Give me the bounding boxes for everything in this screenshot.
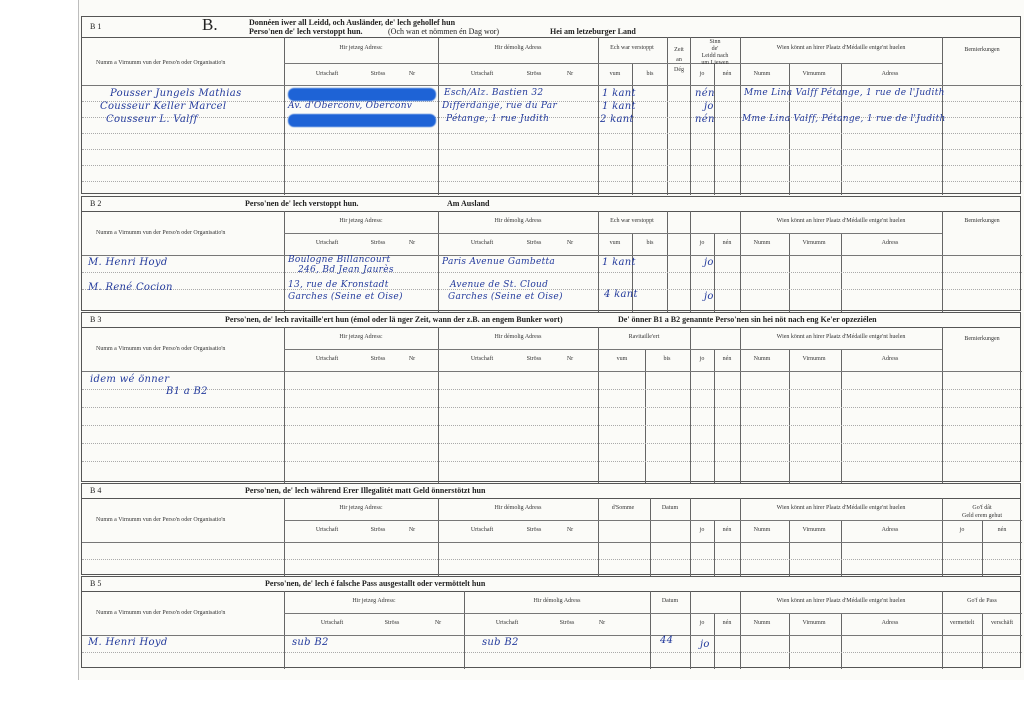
col-former-address: Hir démolig Adress <box>494 505 542 511</box>
sub-street-2: Ströss <box>559 620 575 626</box>
sub-street-2: Ströss <box>526 71 542 77</box>
sub-firstname: Virnumm <box>802 527 826 533</box>
hw-current-1: Av. d'Oberconv, Oberconv <box>288 101 413 111</box>
hw-name: M. Henri Hoyd <box>88 637 168 648</box>
sub-from: vum <box>609 71 621 77</box>
col-sense-4: um Liewen <box>701 60 729 66</box>
sub-no: nén <box>722 71 732 77</box>
sub-place-2: Urtschaft <box>470 356 494 362</box>
col-hidden: Ech war verstoppt <box>610 45 654 51</box>
hw-name-1: M. Henri Hoyd <box>88 257 168 268</box>
sub-nr-2: Nr <box>598 620 606 626</box>
sub-firstname: Virnumm <box>802 71 826 77</box>
hw-idem-2: B1 a B2 <box>166 386 208 397</box>
hw-current-3: 13, rue de Kronstadt <box>288 280 389 290</box>
hw-date: 44 <box>660 635 674 646</box>
sub-street-2: Ströss <box>526 527 542 533</box>
section-region: Hei am letzeburger Land <box>550 27 636 36</box>
sub-nr: Nr <box>408 527 416 533</box>
col-hidden: Ech war verstoppt <box>610 218 654 224</box>
col-medal: Wien könnt an hirer Plaatz d'Médaille entge'nt huelen <box>776 45 906 51</box>
col-name-header: Numm a Virnumm vun der Perso'n oder Organisatio'n <box>96 517 226 523</box>
col-name-header: Numm a Virnumm vun der Perso'n oder Organisatio'n <box>96 610 226 616</box>
sub-nr-2: Nr <box>566 527 574 533</box>
sub-name: Numm <box>753 620 771 626</box>
sub-yes: jo <box>699 620 705 626</box>
hw-name-3: Cousseur L. Valff <box>106 114 198 125</box>
sub-place-2: Urtschaft <box>495 620 519 626</box>
sub-nr: Nr <box>408 71 416 77</box>
sub-street-2: Ströss <box>526 356 542 362</box>
sub-from: vum <box>609 240 621 246</box>
section-id: B 1 <box>90 22 102 31</box>
col-medal: Wien könnt an hirer Plaatz d'Médaille entge'nt huelen <box>776 218 906 224</box>
col-money-1: Go'f dât <box>972 505 992 511</box>
redaction-1 <box>288 88 436 101</box>
sub-nr-2: Nr <box>566 356 574 362</box>
sub-place-2: Urtschaft <box>470 240 494 246</box>
money-no: nén <box>997 527 1007 533</box>
hw-former: sub B2 <box>482 637 519 648</box>
hw-former-3: Pétange, 1 rue Judith <box>446 114 550 124</box>
sub-yes: jo <box>699 240 705 246</box>
hw-hidden-2: 1 kant <box>602 101 636 112</box>
hw-former-1: Paris Avenue Gambetta <box>442 257 556 267</box>
redaction-2 <box>288 114 436 127</box>
col-current-address: Hir jetzeg Adress: <box>352 598 396 604</box>
sub-nr: Nr <box>408 240 416 246</box>
sub-to: bis <box>646 240 654 246</box>
section-b5 <box>81 576 1021 668</box>
col-current-address: Hir jetzeg Adress: <box>339 334 383 340</box>
sub-firstname: Virnumm <box>802 620 826 626</box>
section-title: Donnéen iwer all Leidd, och Ausländer, de' lech gehollef hun <box>249 18 456 27</box>
col-name-header: Numm a Virnumm vun der Perso'n oder Organisatio'n <box>96 230 226 236</box>
hw-hidden-1: 1 kant <box>602 88 636 99</box>
hw-former-2: Avenue de St. Cloud <box>450 280 549 290</box>
col-money-2: Geld erem gehut <box>962 513 1002 519</box>
sub-address: Adress <box>881 356 899 362</box>
sub-place: Urtschaft <box>315 240 339 246</box>
sub-no: nén <box>722 356 732 362</box>
section-title: Perso'nen, de' lech ravitaille'ert hun (émol oder lä nger Zeit, wann der z.B. an engem Bunker wort) <box>225 315 563 324</box>
col-former-address: Hir démolig Adress <box>494 218 542 224</box>
sub-no: nén <box>722 620 732 626</box>
section-id: B 3 <box>90 315 102 324</box>
sub-place-2: Urtschaft <box>470 71 494 77</box>
col-medal: Wien könnt an hirer Plaatz d'Médaille entge'nt huelen <box>776 598 906 604</box>
sub-yes: jo <box>699 356 705 362</box>
section-region: Am Ausland <box>447 199 490 208</box>
hw-sense: jo <box>700 639 710 650</box>
sub-to: bis <box>646 71 654 77</box>
hw-medal-2: Mme Lina Valff, Pétange, 1 rue de l'Judith <box>742 114 946 124</box>
hw-name-2: Cousseur Keller Marcel <box>100 101 227 112</box>
sub-name: Numm <box>753 71 771 77</box>
col-medal: Wien könnt an hirer Plaatz d'Médaille entge'nt huelen <box>776 334 906 340</box>
hw-hidden-2: 4 kant <box>604 289 638 300</box>
col-sense-1: Sinn <box>709 39 721 45</box>
section-header <box>82 313 1020 328</box>
col-former-address: Hir démolig Adress <box>533 598 581 604</box>
col-name-header: Numm a Virnumm vun der Perso'n oder Organisatio'n <box>96 346 226 352</box>
col-days-3: Dég <box>674 67 684 73</box>
col-name-header: Numm a Virnumm vun der Perso'n oder Organisatio'n <box>96 60 226 66</box>
section-b1 <box>81 16 1021 194</box>
hw-name-2: M. René Cocion <box>88 282 173 293</box>
sub-from: vum <box>616 356 628 362</box>
sub-street: Ströss <box>370 240 386 246</box>
sub-name: Numm <box>753 527 771 533</box>
section-b2 <box>81 196 1021 311</box>
section-id: B 4 <box>90 486 102 495</box>
hw-sense-1: nén <box>695 88 715 99</box>
col-current-address: Hir jetzeg Adress: <box>339 505 383 511</box>
sub-street-2: Ströss <box>526 240 542 246</box>
sub-street: Ströss <box>370 527 386 533</box>
section-header <box>82 197 1020 212</box>
sub-name: Numm <box>753 356 771 362</box>
sub-no: nén <box>722 240 732 246</box>
col-pass: Go'f de Pass <box>967 598 997 604</box>
sub-firstname: Virnumm <box>802 240 826 246</box>
hw-current-2: 246, Bd Jean Jaurès <box>298 265 394 275</box>
hw-sense-2: jo <box>704 291 714 302</box>
section-subtitle: Perso'nen de' lech verstoppt hun. <box>249 27 363 36</box>
sub-nr-2: Nr <box>566 240 574 246</box>
sub-to: bis <box>663 356 671 362</box>
col-sense-2: de' <box>711 46 719 52</box>
col-date: Datum <box>661 598 679 604</box>
sub-place: Urtschaft <box>315 356 339 362</box>
section-id: B 2 <box>90 199 102 208</box>
hw-sense-3: nén <box>695 114 715 125</box>
col-ravit: Ravitaille'ert <box>628 334 660 340</box>
hw-sense-1: jo <box>704 257 714 268</box>
col-sense-3: Leidd nach <box>701 53 729 59</box>
hw-current-1: Boulogne Billancourt <box>288 255 391 265</box>
sub-firstname: Virnumm <box>802 356 826 362</box>
section-header <box>82 17 1020 38</box>
sub-street: Ströss <box>370 356 386 362</box>
pass-no: verschäft <box>991 620 1013 626</box>
hw-hidden-1: 1 kant <box>602 257 636 268</box>
hw-hidden-3: 2 kant <box>600 114 634 125</box>
hw-name-1: Pousser Jungels Mathias <box>110 88 242 99</box>
sub-place: Urtschaft <box>315 527 339 533</box>
money-yes: jo <box>959 527 965 533</box>
sub-address: Adress <box>881 527 899 533</box>
sub-yes: jo <box>699 71 705 77</box>
section-title: Perso'nen, de' lech é falsche Pass ausgestallt oder vermöttelt hun <box>265 579 486 588</box>
section-title: Perso'nen, de' lech während Erer Illegalitét matt Geld önnerstötzt hun <box>245 486 486 495</box>
col-days-1: Zeit <box>674 47 684 53</box>
col-medal: Wien könnt an hirer Plaatz d'Médaille entge'nt huelen <box>776 505 906 511</box>
sub-street: Ströss <box>370 71 386 77</box>
sub-name: Numm <box>753 240 771 246</box>
col-date: Datum <box>661 505 679 511</box>
sub-street: Ströss <box>384 620 400 626</box>
section-title: Perso'nen de' lech verstoppt hun. <box>245 199 359 208</box>
col-remarks: Bemierkungen <box>964 218 1000 224</box>
col-former-address: Hir démolig Adress <box>494 334 542 340</box>
section-id: B 5 <box>90 579 102 588</box>
hw-sense-2: jo <box>704 101 714 112</box>
section-letter: B. <box>202 15 218 34</box>
section-b4 <box>81 483 1021 575</box>
sub-yes: jo <box>699 527 705 533</box>
section-note: (Och wan et nömmen én Dag wor) <box>388 27 500 36</box>
col-remarks: Bemierkungen <box>964 47 1000 53</box>
col-former-address: Hir démolig Adress <box>494 45 542 51</box>
hw-current-4: Garches (Seine et Oise) <box>288 292 403 302</box>
sub-place-2: Urtschaft <box>470 527 494 533</box>
sub-place: Urtschaft <box>320 620 344 626</box>
hw-former-1: Esch/Alz. Bastien 32 <box>444 88 544 98</box>
sub-address: Adress <box>881 71 899 77</box>
sub-place: Urtschaft <box>315 71 339 77</box>
sub-address: Adress <box>881 240 899 246</box>
hw-former-3: Garches (Seine et Oise) <box>448 292 563 302</box>
section-b3 <box>81 312 1021 482</box>
hw-medal-1: Mme Lina Valff Pétange, 1 rue de l'Judith <box>744 88 945 98</box>
sub-nr: Nr <box>408 356 416 362</box>
col-current-address: Hir jetzeg Adress: <box>339 45 383 51</box>
sub-nr-2: Nr <box>566 71 574 77</box>
hw-current: sub B2 <box>292 637 329 648</box>
section-note: De' önner B1 a B2 genannte Perso'nen sin hei nöt nach eng Ke'er opzeziélen <box>618 315 877 324</box>
hw-former-2: Differdange, rue du Par <box>442 101 558 111</box>
sub-address: Adress <box>881 620 899 626</box>
col-remarks: Bemierkungen <box>964 336 1000 342</box>
section-header <box>82 484 1020 499</box>
sub-no: nén <box>722 527 732 533</box>
pass-yes: vermettelt <box>949 620 975 626</box>
col-current-address: Hir jetzeg Adress: <box>339 218 383 224</box>
col-sum: d'Somme <box>611 505 635 511</box>
section-header <box>82 577 1020 592</box>
col-days-2: an <box>676 57 682 63</box>
sub-nr: Nr <box>434 620 442 626</box>
hw-idem-1: idem wé önner <box>90 374 170 385</box>
